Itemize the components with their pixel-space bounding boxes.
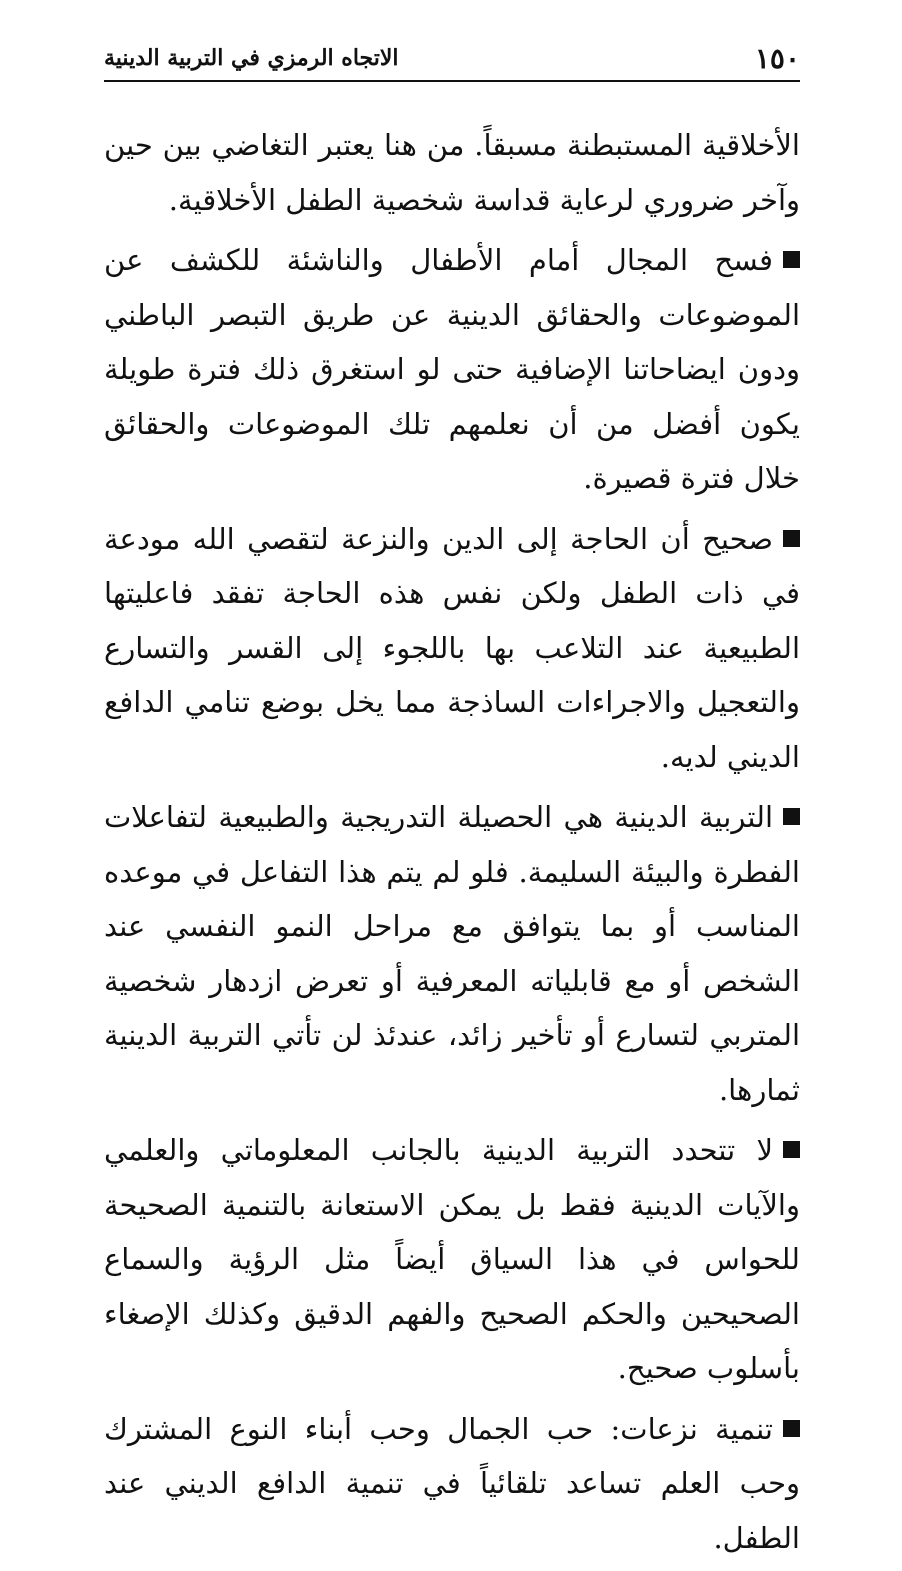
paragraph-text: تنمية نزعات: حب الجمال وحب أبناء النوع المشترك وحب العلم تساعد تلقائياً في تنمية الدافع الديني عند الطفل.	[104, 1411, 800, 1555]
square-bullet-icon	[783, 808, 800, 825]
bullet-paragraph	[104, 1123, 800, 1396]
paragraph-text: فسح المجال أمام الأطفال والناشئة للكشف عن الموضوعات والحقائق الدينية عن طريق التبصر الباطني ودون ايضاحاتنا الإضافية حتى لو استغرق ذلك فترة طويلة يكون أفضل من أن نعلمهم تلك الموضوعات والحقائق خلال فترة قصيرة.	[104, 243, 800, 495]
square-bullet-icon	[783, 251, 800, 268]
paragraph-continuation	[104, 118, 800, 227]
square-bullet-icon	[783, 1141, 800, 1158]
running-title: الاتجاه الرمزي في التربية الدينية	[104, 45, 399, 71]
bullet-paragraph	[104, 233, 800, 506]
square-bullet-icon	[783, 530, 800, 547]
paragraph-text: الأخلاقية المستبطنة مسبقاً. من هنا يعتبر التغاضي بين حين وآخر ضروري لرعاية قداسة شخصية الطفل الأخلاقية.	[104, 128, 800, 217]
bullet-paragraph	[104, 512, 800, 785]
bullet-paragraph	[104, 1402, 800, 1566]
page-body	[104, 118, 800, 1571]
paragraph-text: لا تتحدد التربية الدينية بالجانب المعلوماتي والعلمي والآيات الدينية فقط بل يمكن الاستعانة بالتنمية الصحيحة للحواس في هذا السياق أيضاً مثل الرؤية والسماع الصحيحين والحكم الصحيح والفهم الدقيق وكذلك الإصغاء بأسلوب صحيح.	[104, 1133, 800, 1385]
page-header	[104, 36, 800, 82]
paragraph-text: التربية الدينية هي الحصيلة التدريجية والطبيعية لتفاعلات الفطرة والبيئة السليمة. فلو لم يتم هذا التفاعل في موعده المناسب أو بما يتوافق مع مراحل النمو النفسي عند الشخص أو مع قابلياته المعرفية أو تعرض ازدهار شخصية المتربي لتسارع أو تأخير زائد، عندئذ لن تأتي التربية الدينية ثمارها.	[104, 800, 800, 1107]
page-number: ١٥٠	[754, 41, 800, 75]
bullet-paragraph	[104, 790, 800, 1117]
paragraph-text: صحيح أن الحاجة إلى الدين والنزعة لتقصي الله مودعة في ذات الطفل ولكن نفس هذه الحاجة تفقد فاعليتها الطبيعية عند التلاعب بها باللجوء إلى القسر والتسارع والتعجيل والاجراءات الساذجة مما يخل بوضع تنامي الدافع الديني لديه.	[104, 521, 800, 774]
square-bullet-icon	[783, 1420, 800, 1437]
